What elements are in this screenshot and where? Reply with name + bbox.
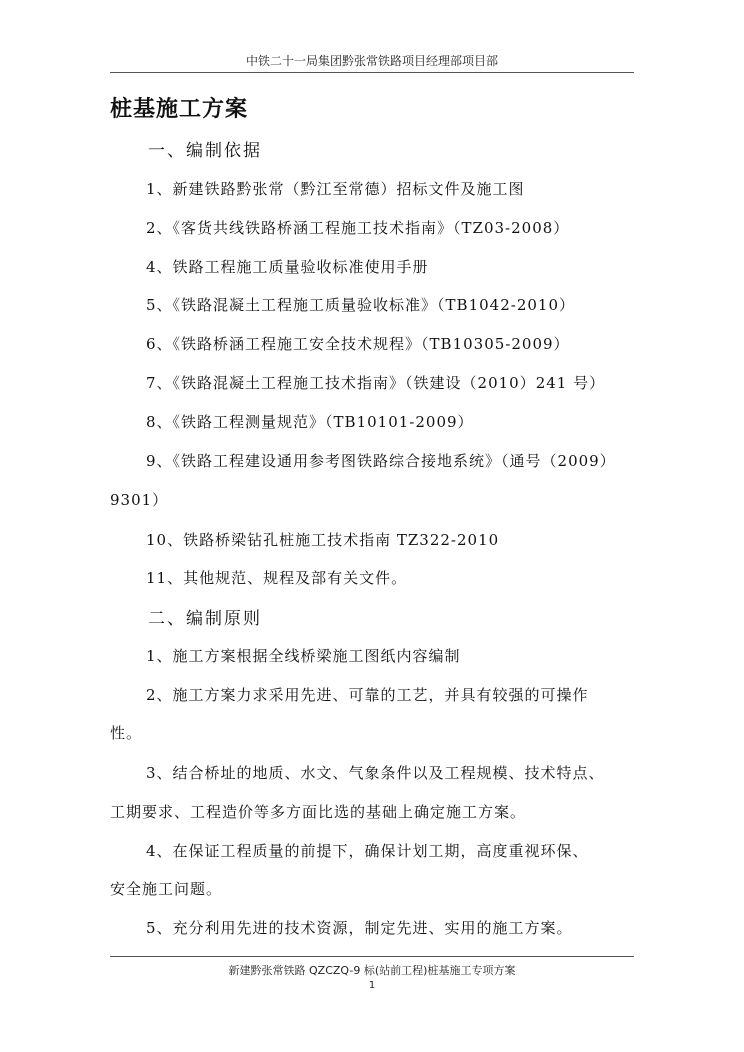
basis-item-2: 2、《客货共线铁路桥涵工程施工技术指南》（TZ03-2008） bbox=[146, 219, 570, 237]
principle-item-3: 3、结合桥址的地质、水文、气象条件以及工程规模、技术特点、 bbox=[146, 764, 605, 782]
section-heading-basis: 一、编制依据 bbox=[148, 141, 262, 161]
principle-item-4: 4、在保证工程质量的前提下，确保计划工期，高度重视环保、 bbox=[146, 842, 589, 860]
principle-item-5: 5、充分利用先进的技术资源，制定先进、实用的施工方案。 bbox=[146, 919, 573, 937]
basis-item-10: 10、铁路桥梁钻孔桩施工技术指南 TZ322-2010 bbox=[146, 531, 500, 549]
basis-item-7: 7、《铁路混凝土工程施工技术指南》（铁建设（2010）241 号） bbox=[146, 374, 606, 392]
basis-item-5: 5、《铁路混凝土工程施工质量验收标准》（TB1042-2010） bbox=[146, 296, 575, 314]
basis-item-8: 8、《铁路工程测量规范》（TB10101-2009） bbox=[146, 413, 474, 431]
principle-item-4-continued: 安全施工问题。 bbox=[110, 880, 223, 898]
principle-item-2: 2、施工方案力求采用先进、可靠的工艺，并具有较强的可操作 bbox=[146, 686, 589, 704]
header-divider bbox=[110, 72, 634, 73]
page-number: 1 bbox=[368, 980, 376, 991]
basis-item-9-continued: 9301） bbox=[110, 491, 169, 509]
principle-item-2-continued: 性。 bbox=[110, 724, 143, 742]
basis-item-1: 1、新建铁路黔张常（黔江至常德）招标文件及施工图 bbox=[146, 180, 525, 198]
footer-divider bbox=[110, 956, 634, 957]
page-header: 中铁二十一局集团黔张常铁路项目经理部项目部 bbox=[245, 54, 498, 68]
principle-item-1: 1、施工方案根据全线桥梁施工图纸内容编制 bbox=[146, 647, 461, 665]
basis-item-4: 4、铁路工程施工质量验收标准使用手册 bbox=[146, 258, 429, 276]
section-heading-principles: 二、编制原则 bbox=[148, 609, 262, 629]
document-title: 桩基施工方案 bbox=[110, 96, 249, 122]
principle-item-3-continued: 工期要求、工程造价等多方面比选的基础上确定施工方案。 bbox=[110, 803, 527, 821]
basis-item-6: 6、《铁路桥涵工程施工安全技术规程》（TB10305-2009） bbox=[146, 335, 570, 353]
page-footer: 新建黔张常铁路 QZCZQ-9 标(站前工程)桩基施工专项方案 bbox=[228, 964, 516, 977]
basis-item-11: 11、其他规范、规程及部有关文件。 bbox=[146, 569, 408, 587]
basis-item-9: 9、《铁路工程建设通用参考图铁路综合接地系统》（通号（2009） bbox=[146, 452, 616, 470]
